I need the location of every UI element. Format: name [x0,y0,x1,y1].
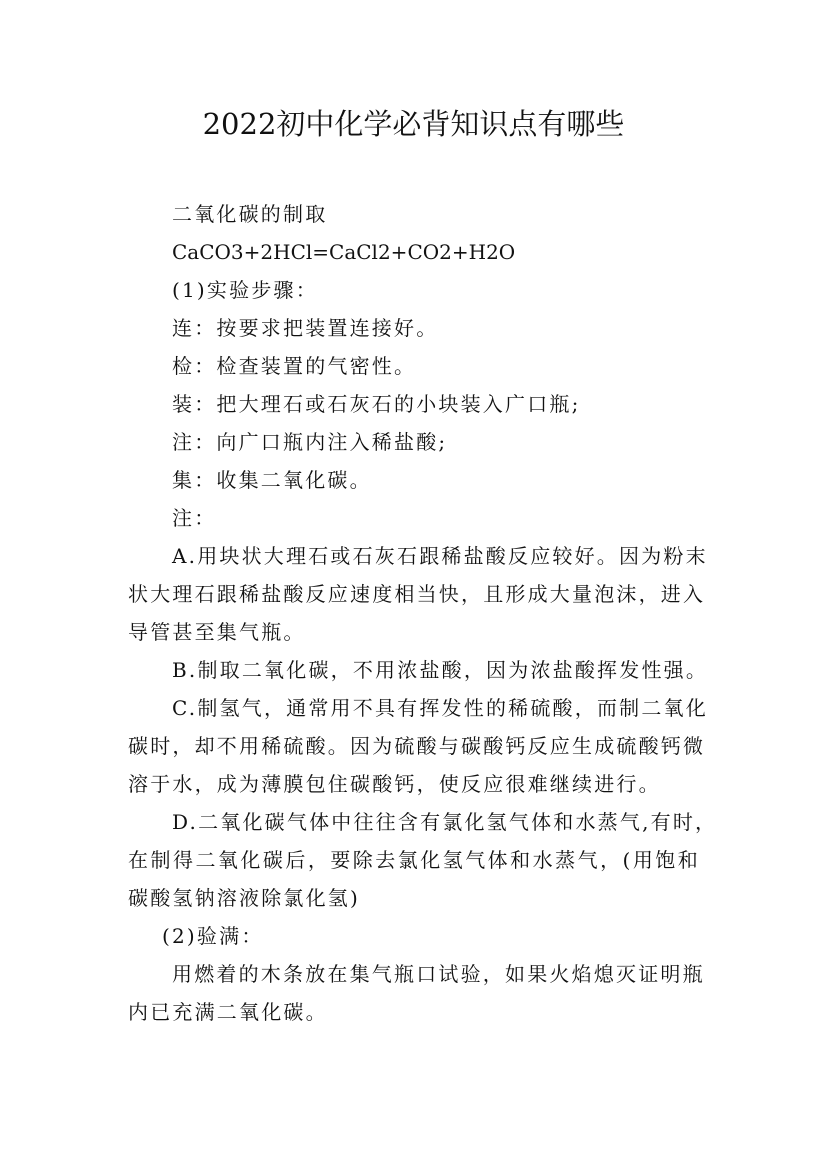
text-line: 注：向广口瓶内注入稀盐酸; [172,430,448,454]
text-line: 装：把大理石或石灰石的小块装入广口瓶; [172,392,581,416]
text-line: 二氧化碳的制取 [172,202,328,226]
text-line: A.用块状大理石或石灰石跟稀盐酸反应较好。因为粉末 [172,544,708,568]
text-line: B.制取二氧化碳，不用浓盐酸，因为浓盐酸挥发性强。 [172,658,709,682]
text-line: 内已充满二氧化碳。 [128,1000,328,1024]
text-line: D.二氧化碳气体中往往含有氯化氢气体和水蒸气,有时， [172,810,718,834]
text-line: 连：按要求把装置连接好。 [172,316,439,340]
text-line: 碳酸氢钠溶液除氯化氢) [128,886,361,910]
text-line: 在制得二氧化碳后，要除去氯化氢气体和水蒸气，(用饱和 [128,848,700,872]
text-line: CaCO3+2HCl=CaCl2+CO2+H2O [172,240,516,264]
text-line: (1)实验步骤： [172,278,318,302]
text-line: 注： [172,506,217,530]
text-line: 用燃着的木条放在集气瓶口试验，如果火焰熄灭证明瓶 [172,962,705,986]
text-line: (2)验满： [162,924,264,948]
text-line: C.制氢气，通常用不具有挥发性的稀硫酸，而制二氧化 [172,696,708,720]
text-line: 碳时，却不用稀硫酸。因为硫酸与碳酸钙反应生成硫酸钙微 [128,734,706,758]
text-line: 检：检查装置的气密性。 [172,354,417,378]
text-line: 集：收集二氧化碳。 [172,468,372,492]
text-line: 状大理石跟稀盐酸反应速度相当快，且形成大量泡沫，进入 [128,582,706,606]
document-title: 2022初中化学必背知识点有哪些 [202,107,625,141]
text-line: 导管甚至集气瓶。 [128,620,306,644]
document-body [128,195,718,1031]
text-line: 溶于水，成为薄膜包住碳酸钙，使反应很难继续进行。 [128,772,661,796]
